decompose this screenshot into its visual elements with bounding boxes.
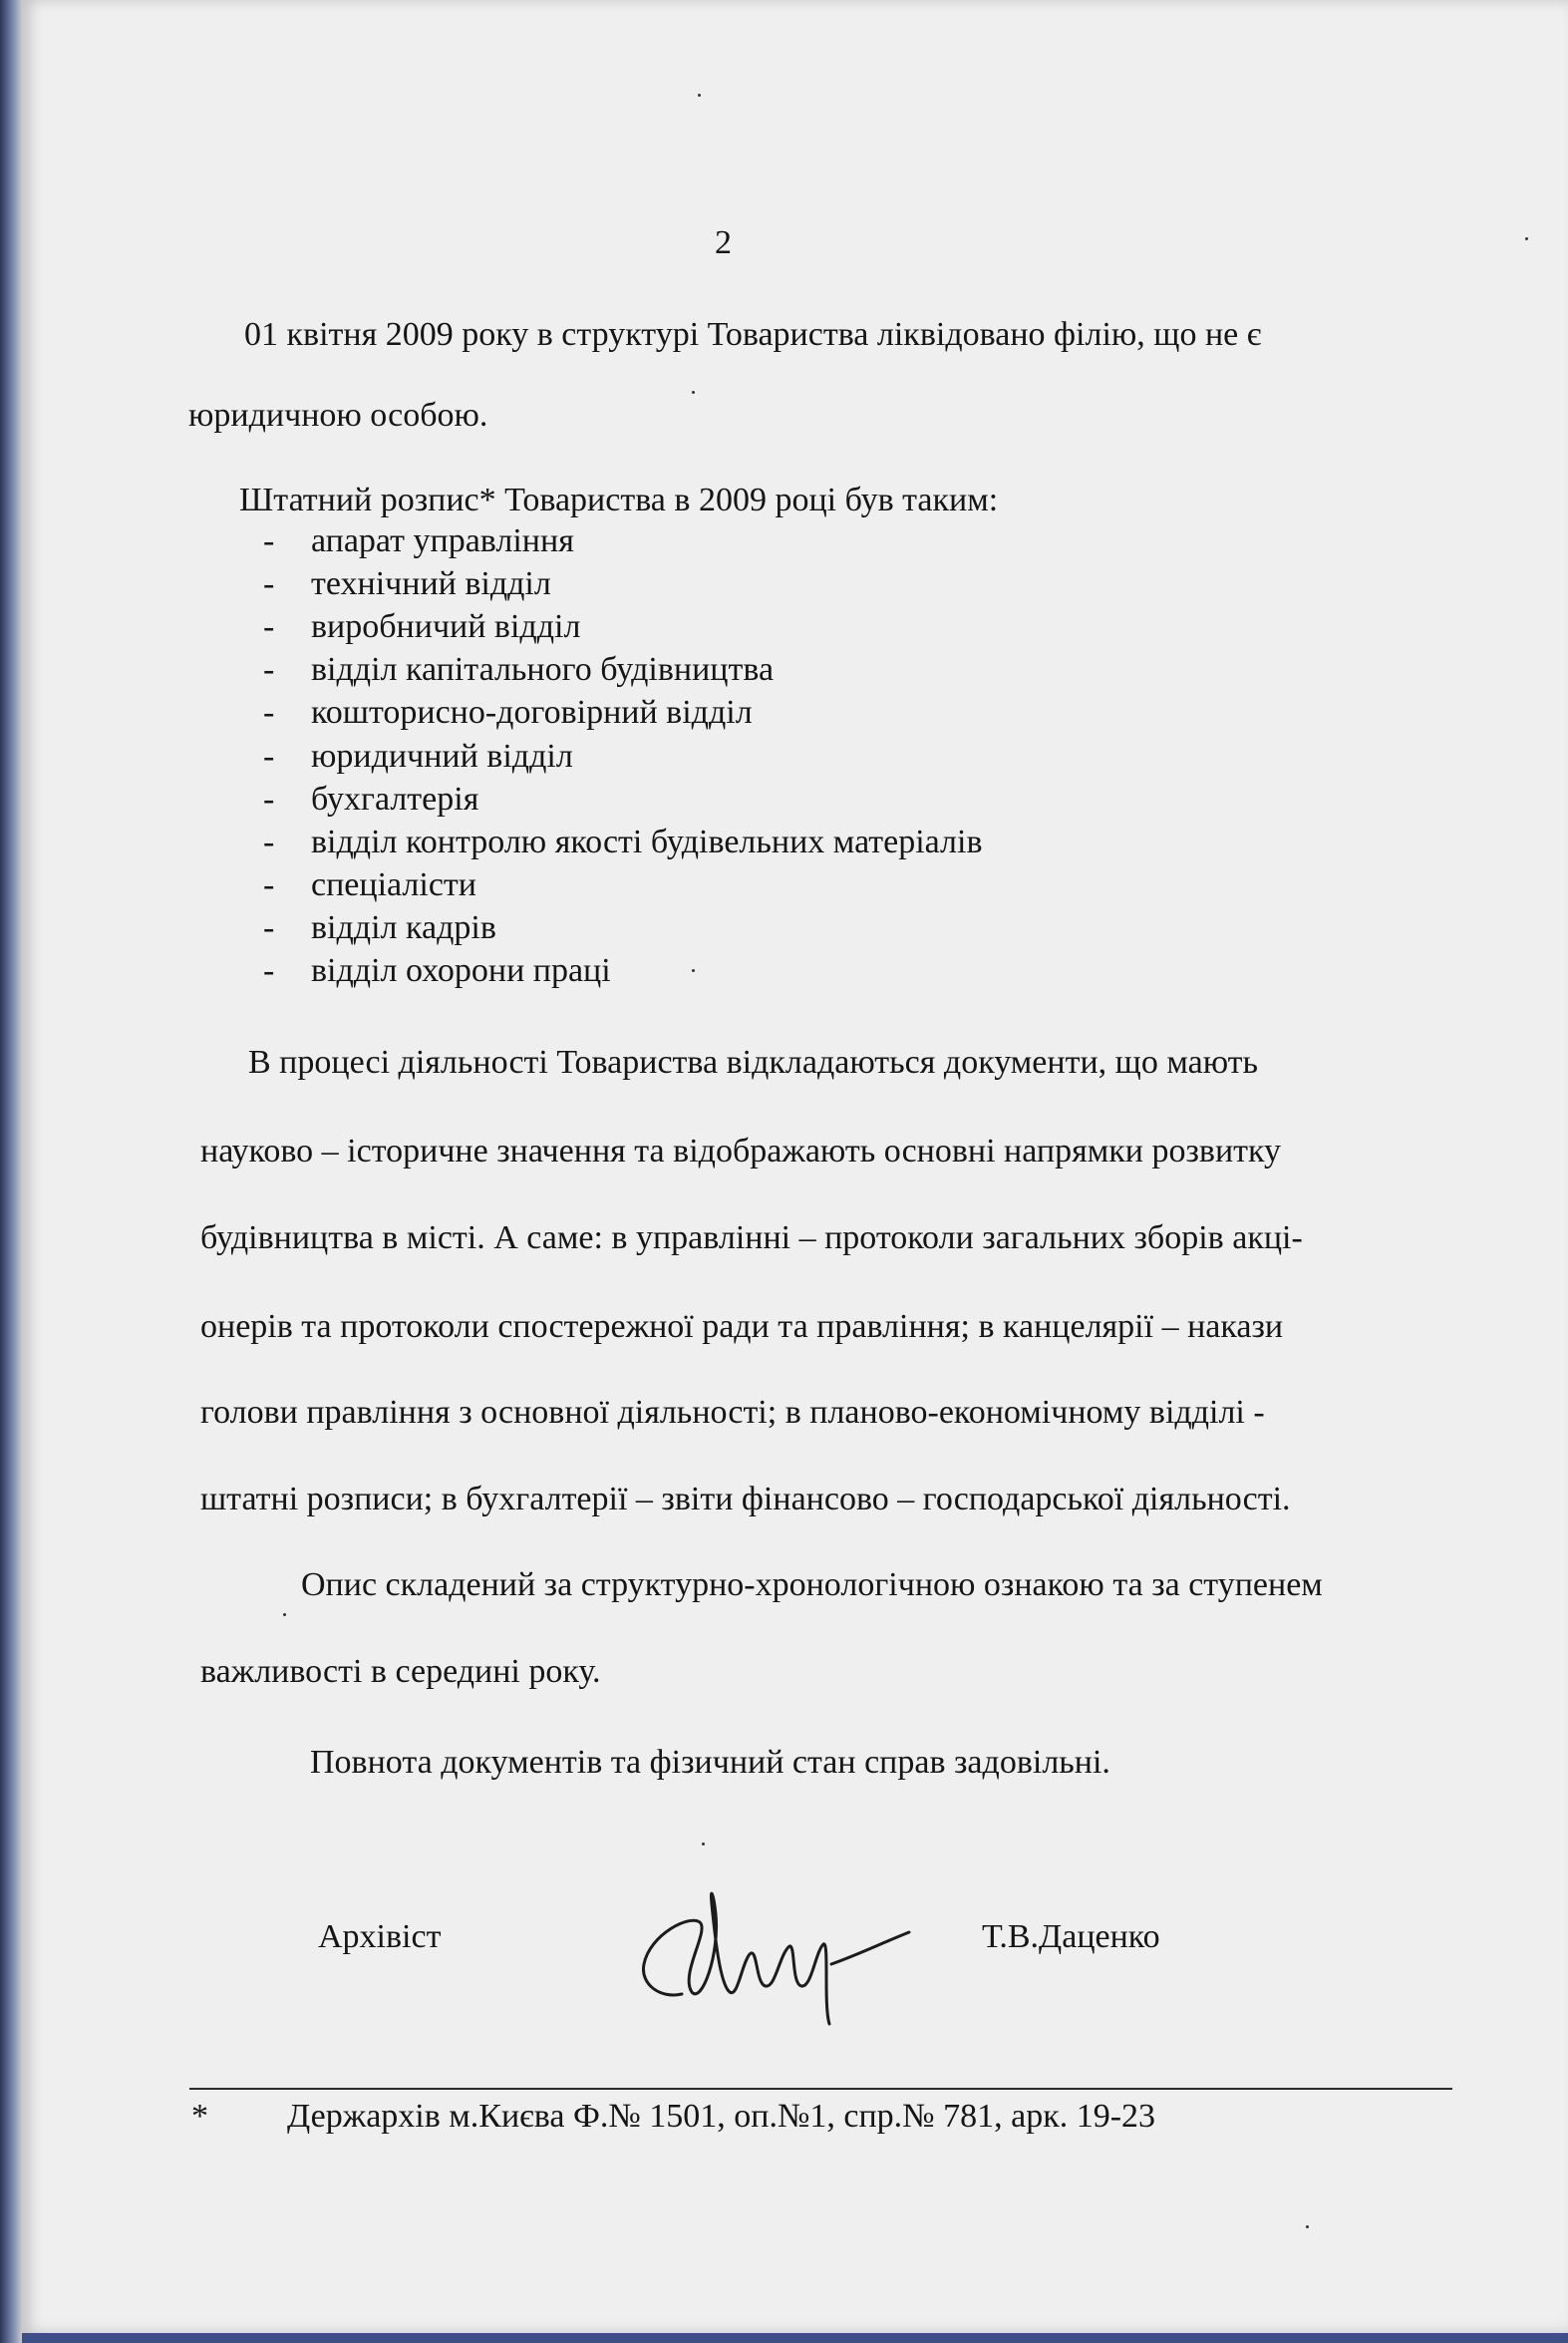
staff-list: [263, 519, 983, 993]
list-bullet: -: [263, 651, 275, 689]
signatory-name: Т.В.Даценко: [982, 1918, 1160, 1955]
paper-speck: [1525, 237, 1528, 240]
documents-line-4: онерів та протоколи спостережної ради та правління; в канцелярії – накази: [200, 1308, 1284, 1345]
paper-speck: [702, 1842, 705, 1845]
signatory-title: Архівіст: [318, 1918, 442, 1955]
list-item-text: спеціалісти: [311, 866, 476, 904]
liquidation-line-2: юридичною особою.: [188, 397, 488, 434]
documents-line-5: голови правління з основної діяльності; в планово-економічному відділі -: [200, 1394, 1265, 1431]
list-item: [263, 950, 983, 993]
document-page: [22, 0, 1568, 2333]
list-item: [263, 821, 983, 863]
page-number: 2: [715, 224, 732, 261]
list-bullet: -: [263, 823, 275, 860]
list-item-text: відділ капітального будівництва: [311, 651, 775, 689]
list-bullet: -: [263, 737, 275, 775]
list-item-text: юридичний відділ: [311, 737, 573, 775]
list-item-text: відділ кадрів: [311, 909, 496, 947]
list-item: [263, 562, 983, 605]
footnote-text: Держархів м.Києва Ф.№ 1501, оп.№1, спр.№ 781, арк. 19-23: [287, 2098, 1156, 2135]
paper-speck: [692, 391, 695, 394]
list-bullet: -: [263, 866, 275, 904]
list-item-text: відділ охорони праці: [311, 952, 611, 990]
paper-speck: [698, 94, 701, 97]
list-item: [263, 864, 983, 907]
list-bullet: -: [263, 952, 275, 990]
completeness-line: Повнота документів та фізичний стан справ задовільні.: [310, 1744, 1110, 1781]
list-item: [263, 605, 983, 648]
list-bullet: -: [263, 607, 275, 645]
binding-edge: [0, 0, 22, 2343]
list-item-text: бухгалтерія: [311, 780, 479, 818]
documents-line-2: науково – історичне значення та відображають основні напрямки розвитку: [200, 1133, 1282, 1170]
list-item: [263, 692, 983, 735]
documents-line-1: В процесі діяльності Товариства відкладаються документи, що мають: [248, 1044, 1259, 1081]
list-item-text: виробничий відділ: [311, 607, 581, 645]
staff-list-heading: Штатний розпис* Товариства в 2009 році був таким:: [239, 482, 999, 518]
list-item-text: апарат управління: [311, 521, 574, 559]
list-item: [263, 907, 983, 950]
list-item: [263, 778, 983, 821]
description-line-1: Опис складений за структурно-хронологічною ознакою та за ступенем: [301, 1566, 1323, 1603]
list-bullet: -: [263, 564, 275, 602]
description-line-2: важливості в середині року.: [200, 1653, 601, 1690]
list-bullet: -: [263, 909, 275, 947]
list-item: [263, 735, 983, 778]
footnote-marker: *: [191, 2098, 208, 2135]
paper-speck: [283, 1613, 286, 1616]
list-bullet: -: [263, 521, 275, 559]
list-item: [263, 649, 983, 692]
paper-speck: [1306, 2225, 1309, 2228]
documents-line-6: штатні розписи; в бухгалтерії – звіти фінансово – господарської діяльності.: [200, 1481, 1291, 1517]
list-item: [263, 519, 983, 562]
footnote-divider: [189, 2088, 1452, 2090]
list-item-text: технічний відділ: [311, 564, 551, 602]
list-item-text: кошторисно-договірний відділ: [311, 694, 753, 732]
liquidation-line-1: 01 квітня 2009 року в структурі Товариства ліквідовано філію, що не є: [244, 316, 1262, 353]
list-bullet: -: [263, 694, 275, 732]
paper-speck: [692, 969, 695, 972]
documents-line-3: будівництва в місті. А саме: в управлінні – протоколи загальних зборів акці-: [200, 1219, 1303, 1256]
handwritten-signature: [620, 1874, 919, 2034]
list-item-text: відділ контролю якості будівельних матеріалів: [311, 823, 983, 860]
list-bullet: -: [263, 780, 275, 818]
